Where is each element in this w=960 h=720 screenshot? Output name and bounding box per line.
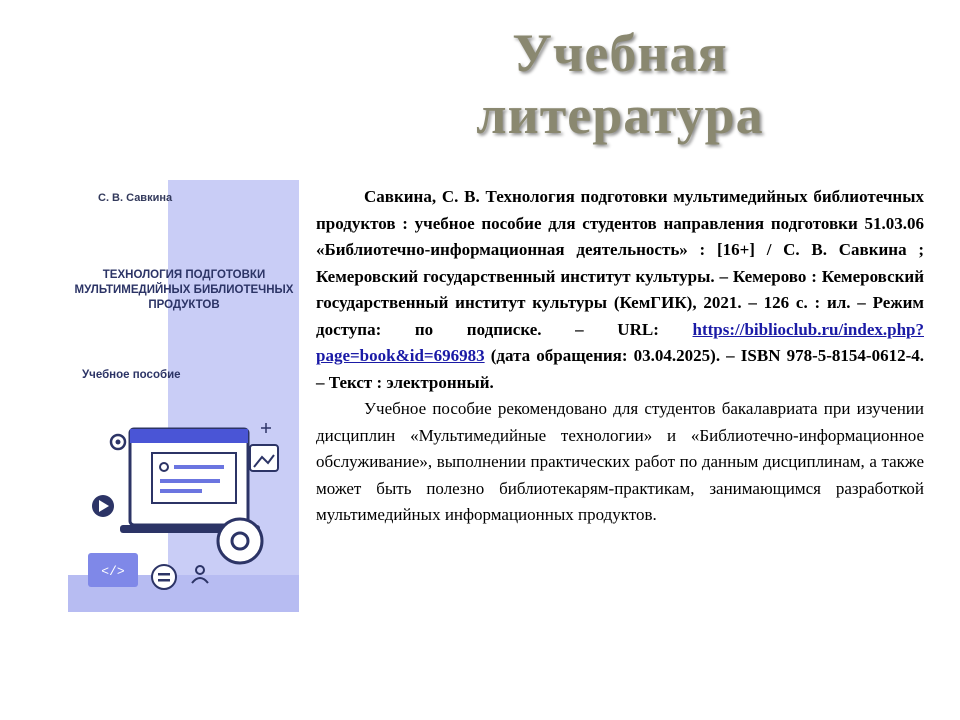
book-cover [68,180,299,612]
cover-illustration [68,415,299,612]
text-block [316,184,924,529]
list-icon [152,565,176,589]
code-icon [88,553,138,587]
window-panel [152,453,236,503]
book-link[interactable]: https://biblioclub.ru/index.php?page=book&id=696983 [316,319,924,365]
image-icon [250,445,278,471]
slide-title-line1: Учебная [512,23,728,83]
bib-part2: (дата обращения: 03.04.2025). – ISBN 978-5-8154-0612-4. – Текст : электронный. [316,346,924,392]
slide-title [430,22,810,146]
bib-part1: Савкина, С. В. Технология подготовки мультимедийных библиотечных продуктов : учебное пособие для студентов направления подготовки 51.03.06 «Библиотечно-информационная деятельность» : [16+] / С. В. Савкина ; Кемеровский государственный институт культуры. – Кемерово : Кемеровский государственный институт культуры (КемГИК), 2021. – 126 с. : ил. – Режим доступа: по подписке. – URL: [316,187,924,339]
window-line-3 [160,489,202,493]
cover-author: С. В. Савкина [98,192,173,204]
gear-icon-large [218,519,262,563]
gear-icon-small [111,435,125,449]
cover-subtitle: Учебное пособие [82,369,181,381]
user-icon [192,566,208,583]
play-icon [92,495,114,517]
monitor-header [130,429,248,443]
plus-icon [261,423,271,433]
bibliographic-record [316,184,924,396]
cover-title: ТЕХНОЛОГИЯ ПОДГОТОВКИ МУЛЬТИМЕДИЙНЫХ БИБЛИОТЕЧНЫХ ПРОДУКТОВ [74,269,294,311]
window-line-1 [174,465,224,469]
svg-text:</>: </> [101,564,125,579]
book-description: Учебное пособие рекомендовано для студентов бакалавриата при изучении дисциплин «Мультимедийные технологии» и «Библиотечно-информационное обслуживание», выполнении практических работ по данным дисциплинам, а также может быть полезно библиотекарям-практикам, занимающимся разработкой мультимедийных информационных продуктов. [316,399,924,524]
window-line-2 [160,479,220,483]
slide-title-line2: литература [476,85,764,145]
